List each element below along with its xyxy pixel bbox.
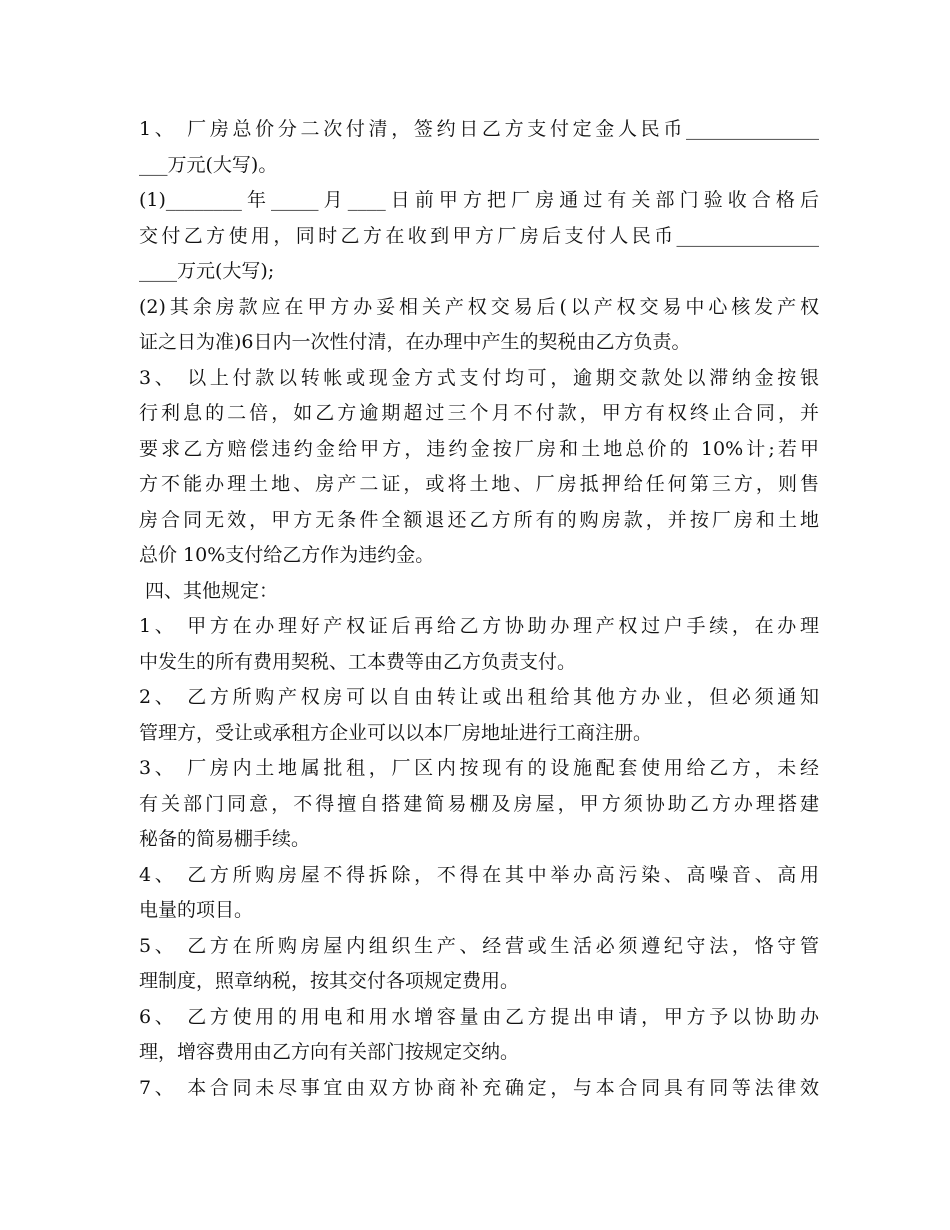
text-line: ___万元(大写)。 (139, 153, 278, 176)
text-line: 7、 本合同未尽事宜由双方协商补充确定，与本合同具有同等法律效 (139, 1076, 819, 1099)
text-line: 理制度，照章纳税，按其交付各项规定费用。 (139, 970, 520, 992)
text-line: ____万元(大写); (139, 260, 275, 282)
text-line: 3、 以上付款以转帐或现金方式支付均可，逾期交款处以滞纳金按银 (139, 366, 819, 389)
text-line: 1、 甲方在办理好产权证后再给乙方协助办理产权过户手续，在办理 (139, 615, 819, 637)
text-line: 2、 乙方所购产权房可以自由转让或出租给其他方办业，但必须通知 (139, 686, 819, 708)
text-line: 中发生的所有费用契税、工本费等由乙方负责支付。 (139, 650, 577, 673)
text-line: 有关部门同意，不得擅自搭建简易棚及房屋，甲方须协助乙方办理搭建 (139, 792, 819, 815)
text-line: 电量的项目。 (139, 899, 254, 921)
text-line: 1、 厂房总价分二次付清，签约日乙方支付定金人民币______________ (139, 118, 819, 140)
text-line: (2)其余房款应在甲方办妥相关产权交易后(以产权交易中心核发产权 (139, 295, 819, 318)
text-line: (1)________年_____月____日前甲方把厂房通过有关部门验收合格后 (139, 189, 819, 211)
text-line: 证之日为准)6日内一次性付清，在办理中产生的契税由乙方负责。 (139, 331, 691, 353)
text-line: 3、 厂房内土地属批租，厂区内按现有的设施配套使用给乙方，未经 (139, 757, 819, 779)
text-line: 要求乙方赔偿违约金给甲方，违约金按厂房和土地总价的 10%计;若甲 (139, 437, 819, 460)
section-heading: 四、其他规定： (139, 579, 279, 602)
text-line: 6、 乙方使用的用电和用水增容量由乙方提出申请，甲方予以协助办 (139, 1005, 819, 1028)
text-line: 总价 10%支付给乙方作为违约金。 (139, 544, 435, 566)
text-line: 行利息的二倍，如乙方逾期超过三个月不付款，甲方有权终止合同，并 (139, 402, 819, 424)
text-line: 秘备的简易棚手续。 (139, 828, 311, 850)
contract-text (139, 112, 819, 1106)
text-line: 房合同无效，甲方无条件全额退还乙方所有的购房款，并按厂房和土地 (139, 508, 819, 531)
text-line: 管理方，受让或承租方企业可以以本厂房地址进行工商注册。 (139, 721, 653, 744)
text-line: 理，增容费用由乙方向有关部门按规定交纳。 (139, 1041, 520, 1063)
text-line: 方不能办理土地、房产二证，或将土地、厂房抵押给任何第三方，则售 (139, 473, 819, 495)
text-line: 交付乙方使用，同时乙方在收到甲方厂房后支付人民币_______________ (139, 224, 819, 247)
text-line: 5、 乙方在所购房屋内组织生产、经营或生活必须遵纪守法，恪守管 (139, 934, 819, 957)
text-line: 4、 乙方所购房屋不得拆除，不得在其中举办高污染、高噪音、高用 (139, 863, 819, 886)
